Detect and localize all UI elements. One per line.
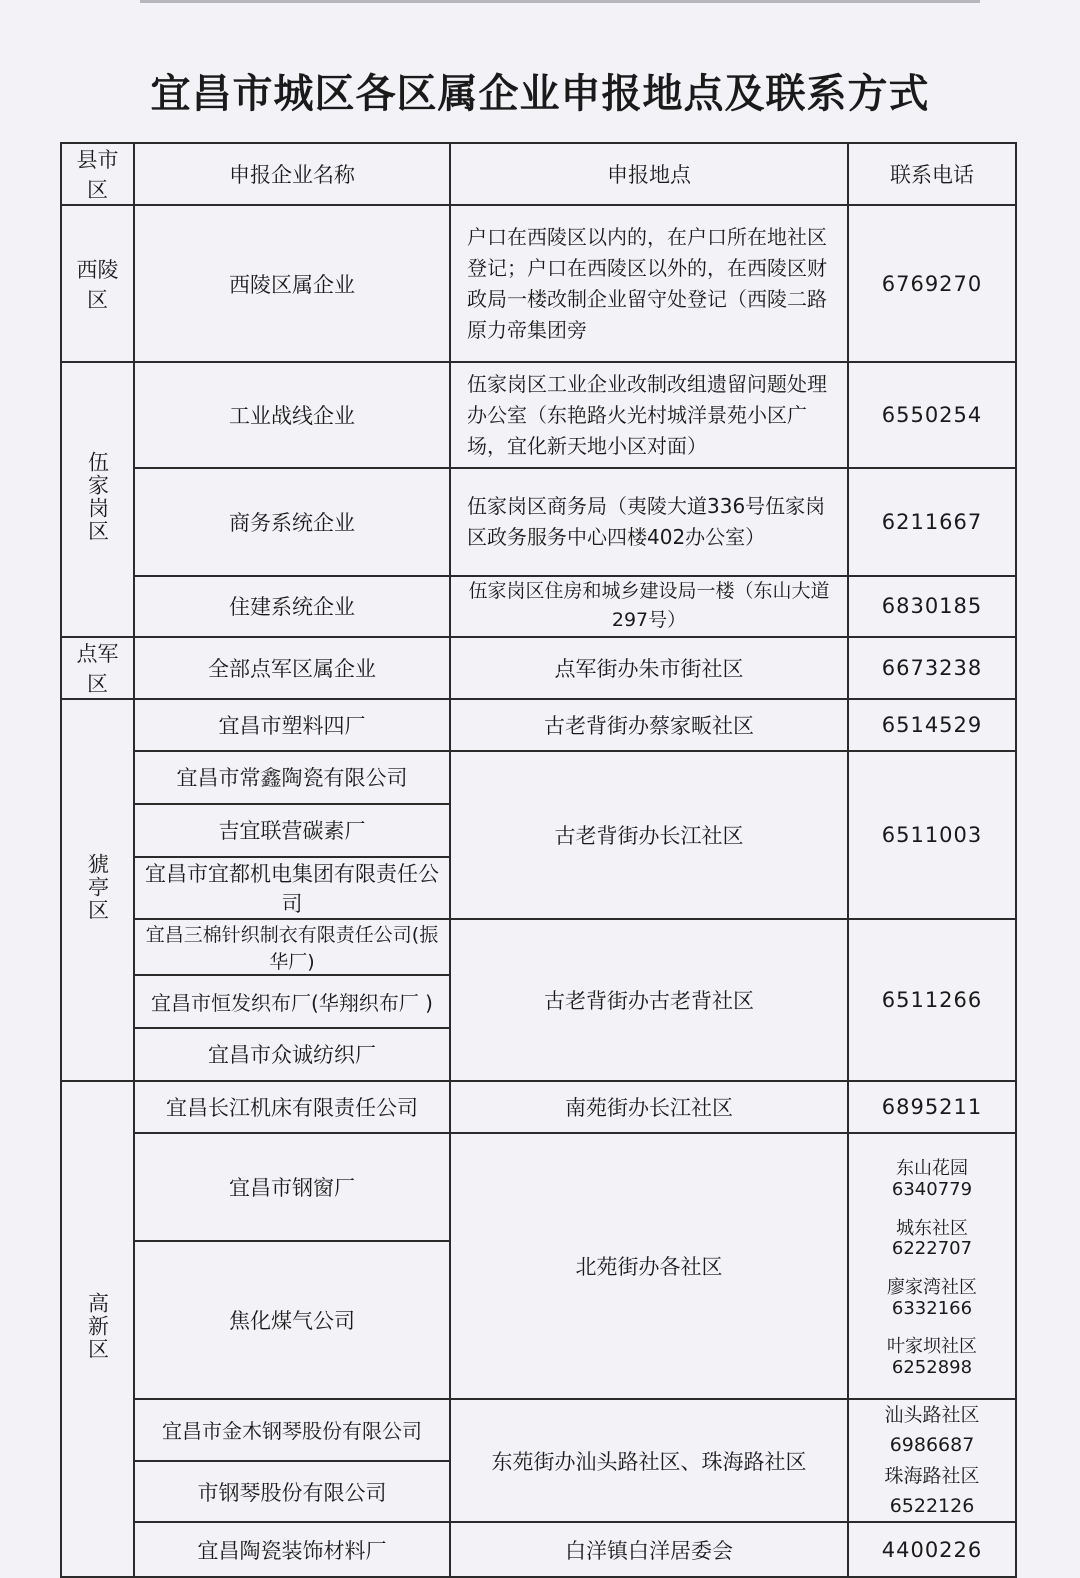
phone-cell [848,1133,1016,1399]
phone-cell: 6830185 [848,576,1016,637]
company-cell: 宜昌陶瓷装饰材料厂 [134,1522,450,1577]
community-phone: 珠海路社区6522126 [884,1464,980,1518]
phone-cell: 6550254 [848,362,1016,468]
table-row [61,1081,1016,1133]
location-cell: 白洋镇白洋居委会 [450,1522,848,1577]
header-location: 申报地点 [450,143,848,205]
company-cell: 工业战线企业 [134,362,450,468]
location-cell: 古老背街办古老背社区 [450,919,848,1081]
declaration-table [60,142,1017,1578]
company-cell: 全部点军区属企业 [134,637,450,699]
company-cell: 西陵区属企业 [134,205,450,362]
table-row [61,205,1016,362]
company-cell: 吉宜联营碳素厂 [134,804,450,857]
phone-cell: 6769270 [848,205,1016,362]
phone-cell: 6514529 [848,699,1016,751]
company-cell: 商务系统企业 [134,468,450,576]
phone-cell: 6511003 [848,751,1016,919]
table-row [61,576,1016,637]
phone-cell [848,1399,1016,1523]
location-cell: 伍家岗区住房和城乡建设局一楼（东山大道297号） [450,576,848,637]
district-label: 伍家岗区 [85,450,110,543]
district-cell [61,362,134,637]
company-cell: 宜昌长江机床有限责任公司 [134,1081,450,1133]
community-phone: 6252898 [891,1356,973,1378]
table-row [61,468,1016,576]
community-name: 城东社区 [896,1217,968,1239]
table-row [61,699,1016,751]
district-cell [61,699,134,1081]
table-row [61,919,1016,975]
company-cell: 市钢琴股份有限公司 [134,1461,450,1523]
company-cell: 宜昌市恒发织布厂(华翔织布厂 ) [134,975,450,1028]
phone-cell: 6211667 [848,468,1016,576]
community-phone: 6340779 [891,1178,973,1200]
location-cell: 南苑街办长江社区 [450,1081,848,1133]
company-cell: 宜昌三棉针织制衣有限责任公司(振华厂) [134,919,450,975]
community-phone: 汕头路社区6986687 [884,1403,980,1457]
header-phone: 联系电话 [848,143,1016,205]
company-cell: 宜昌市金木钢琴股份有限公司 [134,1399,450,1461]
phone-cell: 4400226 [848,1522,1016,1577]
company-cell: 宜昌市众诚纺织厂 [134,1028,450,1081]
phone-cell: 6673238 [848,637,1016,699]
company-cell: 宜昌市钢窗厂 [134,1133,450,1241]
header-district: 县市区 [61,143,134,205]
company-cell: 住建系统企业 [134,576,450,637]
phone-cell: 6511266 [848,919,1016,1081]
community-name: 东山花园 [896,1158,968,1180]
district-label: 猇亭区 [85,852,110,922]
company-cell: 焦化煤气公司 [134,1241,450,1399]
location-cell: 点军街办朱市街社区 [450,637,848,699]
location-cell: 伍家岗区商务局（夷陵大道336号伍家岗区政务服务中心四楼402办公室） [450,468,848,576]
phone-entry [855,1278,1009,1319]
district-cell: 点军区 [61,637,134,699]
community-phone: 6222707 [891,1238,973,1260]
company-cell: 宜昌市塑料四厂 [134,699,450,751]
company-cell: 宜昌市宜都机电集团有限责任公司 [134,857,450,919]
district-cell [61,1081,134,1578]
community-name: 叶家坝社区 [887,1336,977,1358]
table-row [61,362,1016,468]
company-cell: 宜昌市常鑫陶瓷有限公司 [134,751,450,804]
location-cell: 古老背街办蔡家畈社区 [450,699,848,751]
location-cell: 古老背街办长江社区 [450,751,848,919]
location-cell: 伍家岗区工业企业改制改组遗留问题处理办公室（东艳路火光村城洋景苑小区广场，宜化新天地小区对面） [450,362,848,468]
table-row [61,1133,1016,1241]
phone-cell: 6895211 [848,1081,1016,1133]
header-company: 申报企业名称 [134,143,450,205]
phone-entry [855,1337,1009,1378]
location-cell: 户口在西陵区以内的，在户口所在地社区登记；户口在西陵区以外的，在西陵区财政局一楼改制企业留守处登记（西陵二路原力帝集团旁 [450,205,848,362]
page-title: 宜昌市城区各区属企业申报地点及联系方式 [150,70,930,117]
table-row [61,637,1016,699]
table-header-row [61,143,1016,205]
district-label: 高新区 [85,1292,110,1362]
table-row [61,751,1016,804]
table-row [61,1522,1016,1577]
table-row [61,1399,1016,1461]
location-cell: 北苑街办各社区 [450,1133,848,1399]
district-cell: 西陵区 [61,205,134,362]
phone-entry [855,1159,1009,1200]
phone-entry [855,1219,1009,1260]
location-cell: 东苑街办汕头路社区、珠海路社区 [450,1399,848,1523]
community-name: 廖家湾社区 [887,1276,977,1298]
community-phone: 6332166 [891,1297,973,1319]
page-top-edge-line [140,0,980,3]
